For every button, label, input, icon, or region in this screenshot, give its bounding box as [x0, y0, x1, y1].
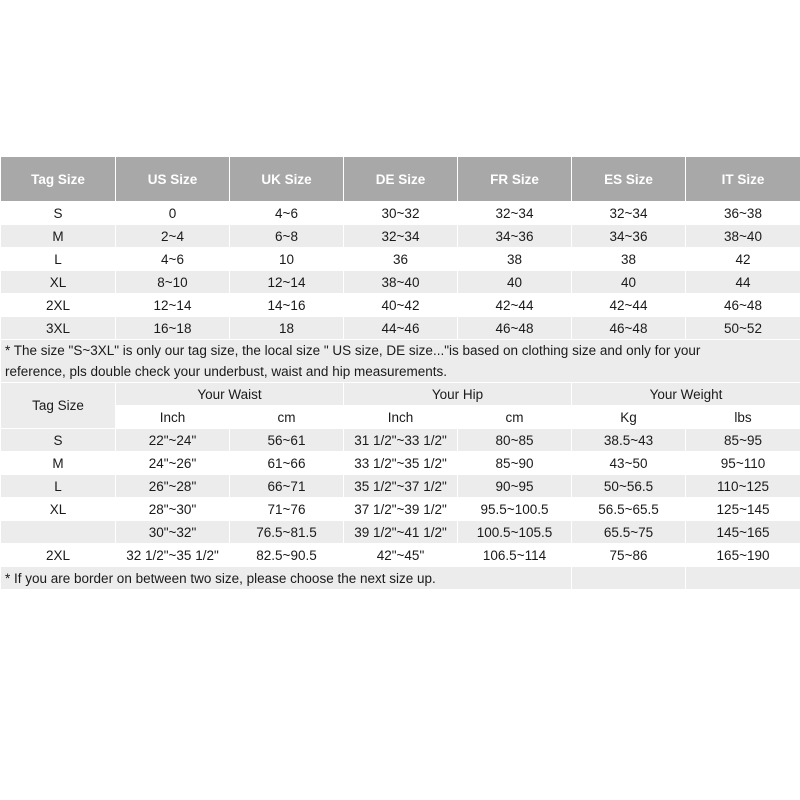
blank-cell: [686, 567, 800, 590]
table-cell: 38: [458, 248, 572, 271]
table-cell: 100.5~105.5: [458, 521, 572, 544]
header-cell: DE Size: [344, 157, 458, 202]
measurement-note: * If you are border on between two size, please choose the next size up.: [1, 567, 572, 590]
table-cell: 2XL: [1, 294, 116, 317]
unit-header: cm: [230, 406, 344, 429]
table-cell: XL: [1, 498, 116, 521]
table-cell: 2XL: [1, 544, 116, 567]
table-cell: 35 1/2"~37 1/2": [344, 475, 458, 498]
table-row: [1, 225, 800, 248]
table-cell: 32~34: [344, 225, 458, 248]
header-cell: FR Size: [458, 157, 572, 202]
table-cell: L: [1, 248, 116, 271]
table-cell: 12~14: [116, 294, 230, 317]
table-cell: 43~50: [572, 452, 686, 475]
table-cell: XL: [1, 271, 116, 294]
table-row: [1, 452, 800, 475]
table-cell: 42~44: [458, 294, 572, 317]
table-cell: 95~110: [686, 452, 800, 475]
table-cell: 12~14: [230, 271, 344, 294]
table-cell: 50~52: [686, 317, 800, 340]
table-cell: 34~36: [572, 225, 686, 248]
table-cell: 65.5~75: [572, 521, 686, 544]
table-cell: [1, 521, 116, 544]
table-cell: 10: [230, 248, 344, 271]
table-cell: L: [1, 475, 116, 498]
size-note: [1, 340, 800, 383]
header-row: [1, 157, 800, 202]
table-row: [1, 475, 800, 498]
size-conversion-table: [0, 156, 800, 383]
table-cell: 46~48: [572, 317, 686, 340]
table-cell: 85~95: [686, 429, 800, 452]
table-cell: 26"~28": [116, 475, 230, 498]
table-cell: 6~8: [230, 225, 344, 248]
table-cell: 85~90: [458, 452, 572, 475]
table-row: [1, 271, 800, 294]
table-cell: 125~145: [686, 498, 800, 521]
tag-size-header: Tag Size: [1, 383, 116, 429]
unit-header: Inch: [116, 406, 230, 429]
table-cell: 42"~45": [344, 544, 458, 567]
unit-header: Inch: [344, 406, 458, 429]
waist-group-header: Your Waist: [116, 383, 344, 406]
table-cell: 33 1/2"~35 1/2": [344, 452, 458, 475]
table-cell: 31 1/2"~33 1/2": [344, 429, 458, 452]
table-cell: 71~76: [230, 498, 344, 521]
table-row: [1, 317, 800, 340]
table-cell: 30"~32": [116, 521, 230, 544]
table-cell: 46~48: [686, 294, 800, 317]
size-note-line2: reference, pls double check your underbust, waist and hip measurements.: [5, 364, 447, 379]
table-row: [1, 429, 800, 452]
table-cell: 40: [572, 271, 686, 294]
table-cell: 46~48: [458, 317, 572, 340]
table-cell: 165~190: [686, 544, 800, 567]
table-row: [1, 202, 800, 225]
table-cell: 14~16: [230, 294, 344, 317]
hip-group-header: Your Hip: [344, 383, 572, 406]
group-header-row: [1, 383, 800, 406]
table-cell: 28"~30": [116, 498, 230, 521]
table-cell: 44~46: [344, 317, 458, 340]
table-cell: 22"~24": [116, 429, 230, 452]
table-cell: 90~95: [458, 475, 572, 498]
table-cell: 32~34: [572, 202, 686, 225]
table-cell: 76.5~81.5: [230, 521, 344, 544]
table-cell: 40~42: [344, 294, 458, 317]
table-cell: 36~38: [686, 202, 800, 225]
measurement-table: [0, 382, 800, 590]
header-cell: Tag Size: [1, 157, 116, 202]
table-cell: M: [1, 225, 116, 248]
table-row: [1, 294, 800, 317]
table-cell: 106.5~114: [458, 544, 572, 567]
table-cell: 39 1/2"~41 1/2": [344, 521, 458, 544]
table-cell: 32 1/2"~35 1/2": [116, 544, 230, 567]
table-cell: 75~86: [572, 544, 686, 567]
table-row: [1, 544, 800, 567]
table-cell: 38.5~43: [572, 429, 686, 452]
table-cell: 110~125: [686, 475, 800, 498]
table-cell: 42~44: [572, 294, 686, 317]
table-cell: S: [1, 202, 116, 225]
unit-header-row: [1, 406, 800, 429]
table-cell: 50~56.5: [572, 475, 686, 498]
table-cell: 56~61: [230, 429, 344, 452]
weight-group-header: Your Weight: [572, 383, 800, 406]
table-row: [1, 498, 800, 521]
table-cell: S: [1, 429, 116, 452]
table-cell: 24"~26": [116, 452, 230, 475]
table-cell: 82.5~90.5: [230, 544, 344, 567]
size-note-line1: * The size "S~3XL" is only our tag size, the local size " US size, DE size..."is based on clothing size and only for your: [5, 343, 701, 358]
table-cell: 30~32: [344, 202, 458, 225]
header-cell: US Size: [116, 157, 230, 202]
blank-cell: [572, 567, 686, 590]
table-cell: 8~10: [116, 271, 230, 294]
header-cell: UK Size: [230, 157, 344, 202]
table-cell: 44: [686, 271, 800, 294]
table-cell: 4~6: [230, 202, 344, 225]
header-cell: ES Size: [572, 157, 686, 202]
table-cell: 61~66: [230, 452, 344, 475]
table-cell: 36: [344, 248, 458, 271]
table-cell: 40: [458, 271, 572, 294]
unit-header: Kg: [572, 406, 686, 429]
table-cell: 38~40: [344, 271, 458, 294]
table-cell: 37 1/2"~39 1/2": [344, 498, 458, 521]
unit-header: cm: [458, 406, 572, 429]
table-cell: 38: [572, 248, 686, 271]
table-cell: 145~165: [686, 521, 800, 544]
table-cell: 66~71: [230, 475, 344, 498]
table-row: [1, 521, 800, 544]
table-cell: 0: [116, 202, 230, 225]
table-row: [1, 248, 800, 271]
table-cell: 18: [230, 317, 344, 340]
table-cell: 32~34: [458, 202, 572, 225]
table-cell: 42: [686, 248, 800, 271]
table-cell: 95.5~100.5: [458, 498, 572, 521]
table-cell: 38~40: [686, 225, 800, 248]
table-cell: M: [1, 452, 116, 475]
table-cell: 2~4: [116, 225, 230, 248]
table-cell: 80~85: [458, 429, 572, 452]
table-cell: 4~6: [116, 248, 230, 271]
table-cell: 16~18: [116, 317, 230, 340]
unit-header: lbs: [686, 406, 800, 429]
table-cell: 3XL: [1, 317, 116, 340]
table-cell: 56.5~65.5: [572, 498, 686, 521]
header-cell: IT Size: [686, 157, 800, 202]
table-cell: 34~36: [458, 225, 572, 248]
